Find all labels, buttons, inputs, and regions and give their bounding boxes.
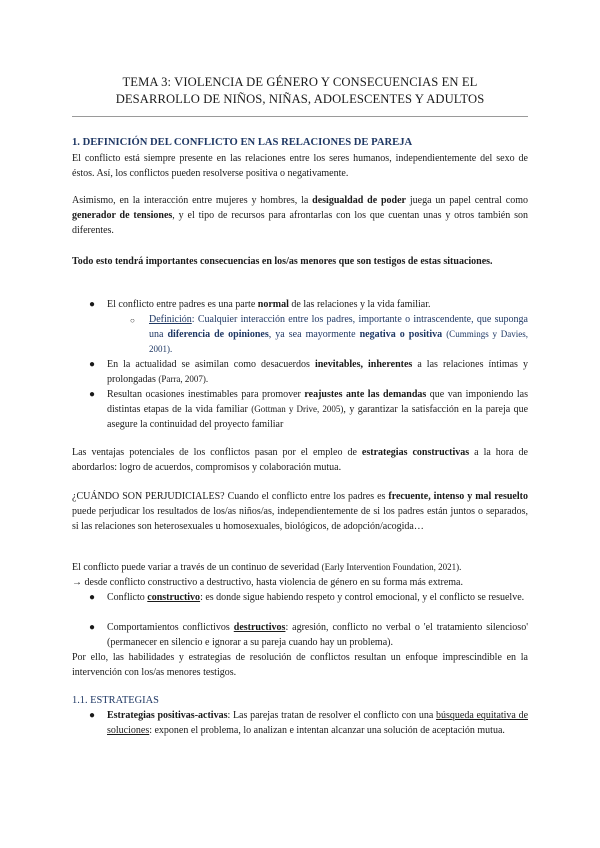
bullet-dot: ● [89, 389, 96, 400]
bullet-reajustes: Resultan ocasiones inestimables para promover reajustes ante las demandas que van imponiendo las distintas etapas de la vida familiar (Gottman y Drive, 2005), y garantizar la satisfacción en la pareja que asegure la continuidad del proyecto familiar [107, 389, 529, 431]
paragraph-continuo: El conflicto puede variar a través de un continuo de severidad (Early Intervention Foundation, 2021). → desde conflicto constructivo a destructivo, hasta violencia de género en su forma más extrema. [72, 562, 463, 589]
paragraph-consequences: Todo esto tendrá importantes consecuencias en los/as menores que son testigos de estas situaciones. [72, 256, 493, 267]
bullet-inevitable: En la actualidad se asimilan como desacuerdos inevitables, inherentes a las relaciones íntimas y prolongadas (Parra, 2007). [107, 359, 528, 386]
sub-bullet-definition: Definición: Cualquier interacción entre los padres, importante o intrascendente, que suponga una diferencia de opiniones, ya sea mayormente negativa o positiva (Cummings y Davies, 2001). [149, 314, 529, 355]
title-line-2: DESARROLLO DE NIÑOS, NIÑAS, ADOLESCENTES Y ADULTOS [115, 92, 485, 106]
sub-bullet-circle: ○ [130, 316, 135, 325]
bullet-normal: El conflicto entre padres es una parte normal de las relaciones y la vida familiar. [107, 299, 431, 310]
bullet-estrategias-positivas: Estrategias positivas-activas: Las parejas tratan de resolver el conflicto con una búsqueda equitativa de soluciones: exponen el problema, lo analizan e intentan alcanzar una solución de aceptación mutua. [107, 710, 529, 737]
bullet-constructivo: Conflicto constructivo: es donde sigue habiendo respeto y control emocional, y el conflicto se resuelve. [107, 592, 525, 603]
title-divider [72, 116, 528, 117]
paragraph-ventajas: Las ventajas potenciales de los conflictos pasan por el empleo de estrategias constructivas a la hora de abordarlos: logro de acuerdos, compromisos y colaboración mutua. [72, 447, 528, 474]
bullet-dot: ● [89, 299, 96, 310]
paragraph-intro: El conflicto está siempre presente en las relaciones entre los seres humanos, independientemente del sexo de éstos. Así, los conflictos pueden resolverse positiva o negativamente. [72, 153, 528, 180]
paragraph-power: Asimismo, en la interacción entre mujeres y hombres, la desigualdad de poder juega un papel central como generador de tensiones, y el tipo de recursos para afrontarlas con los que cuentan unas y otros también son diferentes. [72, 195, 528, 237]
section-heading-1: 1. DEFINICIÓN DEL CONFLICTO EN LAS RELACIONES DE PAREJA [72, 137, 413, 148]
bullet-dot: ● [89, 592, 96, 603]
bullet-dot: ● [89, 622, 96, 633]
paragraph-perjudiciales: ¿CUÁNDO SON PERJUDICIALES? Cuando el conflicto entre los padres es frecuente, intenso y mal resuelto puede perjudicar los resultados de los/as niños/as, independientemente de si los padres están juntos o separados, si las relaciones son heterosexuales u homosexuales, biológicos, de adopción/acogida… [72, 491, 528, 533]
bullet-destructivos: Comportamientos conflictivos destructivos: agresión, conflicto no verbal o 'el tratamiento silencioso' (permanecer en silencio e ignorar a su pareja cuando hay un problema). [107, 622, 528, 649]
title-line-1: TEMA 3: VIOLENCIA DE GÉNERO Y CONSECUENCIAS EN EL [122, 75, 478, 89]
bullet-dot: ● [89, 710, 96, 721]
paragraph-por-ello: Por ello, las habilidades y estrategias de resolución de conflictos resultan un enfoque imprescindible en la intervención con los/as menores testigos. [72, 652, 528, 679]
bullet-dot: ● [89, 359, 96, 370]
section-heading-1-1: 1.1. ESTRATEGIAS [72, 695, 159, 706]
document-title [72, 74, 528, 108]
